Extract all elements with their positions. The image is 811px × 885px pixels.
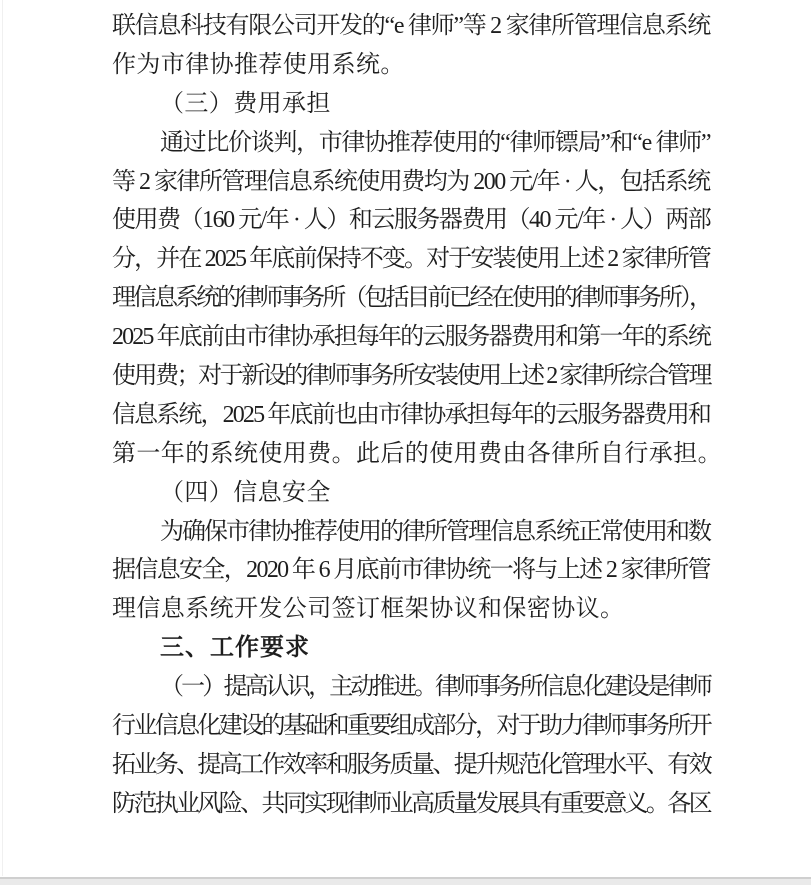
- text-line: 第一年的系统使用费。此后的使用费由各律所自行承担。: [112, 440, 722, 467]
- text-line: 为确保市律协推荐使用的律所管理信息系统正常使用和数: [160, 518, 710, 545]
- page-text: [112, 7, 722, 824]
- section-heading: 三、工作要求: [160, 634, 310, 662]
- sub-heading: （四）信息安全: [160, 479, 331, 506]
- text-line: 2025 年底前由市律协承担每年的云服务器费用和第一年的系统: [112, 324, 710, 351]
- paragraph-lead: （一）提高认识，主动推进。: [160, 674, 435, 701]
- text-line: 拓业务、提高工作效率和服务质量、提升规范化管理水平、有效: [112, 751, 710, 778]
- text-line: 通过比价谈判，市律协推荐使用的“律师镖局”和“e 律师”: [160, 129, 711, 156]
- text-line: 信息系统，2025 年底前也由市律协承担每年的云服务器费用和: [112, 401, 710, 428]
- text-line: 防范执业风险、共同实现律师业高质量发展具有重要意义。各区: [112, 790, 710, 817]
- text-line: 使用费（160 元/年 · 人）和云服务器费用（40 元/年 · 人）两部: [112, 207, 711, 234]
- sub-heading: （三）费用承担: [160, 90, 331, 117]
- text-line: 联信息科技有限公司开发的“e 律师”等 2 家律所管理信息系统: [112, 13, 710, 39]
- text-line: 分，并在 2025 年底前保持不变。对于安装使用上述 2 家律所管: [112, 246, 710, 273]
- page-bottom-edge: [0, 877, 811, 885]
- text-line: 据信息安全，2020 年 6 月底前市律协统一将与上述 2 家律所管: [112, 557, 710, 584]
- text-line: 作为市律协推荐使用系统。: [112, 51, 405, 78]
- text-line: 理信息系统的律师事务所（包括目前已经在使用的律师事务所），: [112, 285, 710, 312]
- text-line: 等 2 家律所管理信息系统使用费均为 200 元/年 · 人，包括系统: [112, 168, 710, 195]
- text-line: 行业信息化建设的基础和重要组成部分，对于助力律师事务所开: [112, 713, 710, 740]
- text-line: 理信息系统开发公司签订框架协议和保密协议。: [112, 596, 625, 623]
- text-line: 使用费；对于新设的律师事务所安装使用上述 2 家律所综合管理: [112, 363, 710, 390]
- text-line: （一）提高认识，主动推进。律师事务所信息化建设是律师: [160, 674, 710, 701]
- page-left-edge: [2, 0, 3, 876]
